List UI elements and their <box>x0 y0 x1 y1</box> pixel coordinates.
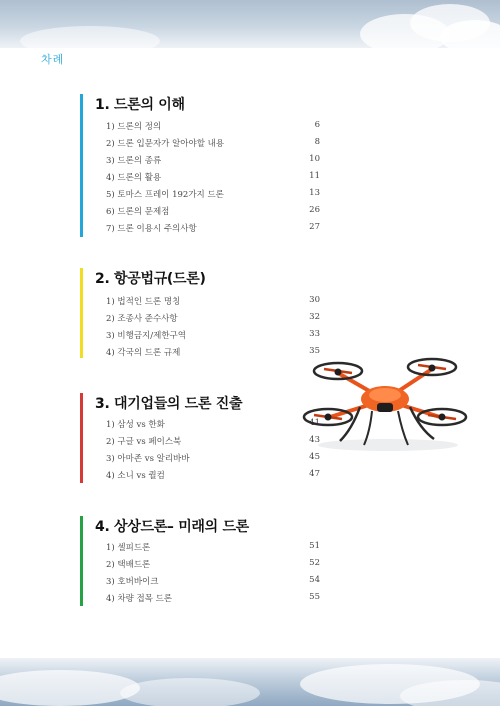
entry-label: 6) 드론의 문제점 <box>106 207 170 217</box>
entry-page: 11 <box>309 171 320 181</box>
entry-page: 32 <box>309 312 320 322</box>
entry-label: 2) 택배드론 <box>106 560 151 570</box>
entry-page: 52 <box>309 558 320 568</box>
entry-page: 41 <box>309 418 320 428</box>
entry-label: 4) 드론의 활용 <box>106 173 162 183</box>
toc-entry[interactable] <box>106 452 320 468</box>
entry-label: 4) 각국의 드론 규제 <box>106 348 181 358</box>
section-title[interactable]: 1. 드론의 이해 <box>95 97 185 113</box>
entry-label: 2) 조종사 준수사항 <box>106 314 178 324</box>
entry-page: 47 <box>309 469 320 479</box>
section-title[interactable]: 2. 항공법규(드론) <box>95 271 206 287</box>
entry-label: 3) 호버바이크 <box>106 577 159 587</box>
sky-footer-banner <box>0 658 500 706</box>
entry-page: 27 <box>309 222 320 232</box>
entry-page: 13 <box>309 188 320 198</box>
entry-page: 55 <box>309 592 320 602</box>
entry-page: 43 <box>309 435 320 445</box>
entry-page: 35 <box>309 346 320 356</box>
toc-entry[interactable] <box>106 312 320 328</box>
section-title[interactable]: 4. 상상드론– 미래의 드론 <box>95 519 249 535</box>
toc-entry[interactable] <box>106 541 320 557</box>
entry-label: 3) 아마존 vs 알리바바 <box>106 454 190 464</box>
toc-entry[interactable] <box>106 295 320 311</box>
toc-entry[interactable] <box>106 205 320 221</box>
section-title[interactable]: 3. 대기업들의 드론 진출 <box>95 396 243 412</box>
section-color-bar <box>80 516 83 606</box>
entry-label: 1) 드론의 정의 <box>106 122 162 132</box>
sky-header-banner <box>0 0 500 48</box>
entry-label: 1) 법적인 드론 명칭 <box>106 297 181 307</box>
section-color-bar <box>80 94 83 237</box>
section-color-bar <box>80 268 83 358</box>
toc-heading: 차례 <box>41 53 65 66</box>
toc-entry[interactable] <box>106 120 320 136</box>
entry-page: 33 <box>309 329 320 339</box>
toc-entry[interactable] <box>106 575 320 591</box>
entry-page: 45 <box>309 452 320 462</box>
toc-entry[interactable] <box>106 222 320 238</box>
toc-section-2 <box>80 268 320 358</box>
entry-label: 7) 드론 이용시 주의사항 <box>106 224 197 234</box>
entry-page: 54 <box>309 575 320 585</box>
entry-page: 6 <box>314 120 320 130</box>
entry-label: 1) 삼성 vs 한화 <box>106 420 165 430</box>
entry-page: 10 <box>309 154 320 164</box>
entry-label: 5) 토마스 프레이 192가지 드론 <box>106 190 224 200</box>
entry-page: 26 <box>309 205 320 215</box>
section-color-bar <box>80 393 83 483</box>
toc-entry[interactable] <box>106 188 320 204</box>
toc-entry[interactable] <box>106 435 320 451</box>
toc-section-1 <box>80 94 320 237</box>
entry-label: 4) 소니 vs 퀄컴 <box>106 471 165 481</box>
toc-entry[interactable] <box>106 346 320 362</box>
entry-page: 8 <box>314 137 320 147</box>
entry-label: 2) 구글 vs 페이스북 <box>106 437 182 447</box>
toc-entry[interactable] <box>106 418 320 434</box>
entry-label: 3) 드론의 종류 <box>106 156 162 166</box>
toc-entry[interactable] <box>106 558 320 574</box>
toc-section-3 <box>80 393 320 483</box>
quadcopter-drone-image <box>300 345 470 455</box>
toc-entry[interactable] <box>106 154 320 170</box>
toc-entry[interactable] <box>106 171 320 187</box>
entry-page: 30 <box>309 295 320 305</box>
toc-entry[interactable] <box>106 329 320 345</box>
entry-label: 4) 차량 접목 드론 <box>106 594 173 604</box>
entry-page: 51 <box>309 541 320 551</box>
toc-section-4 <box>80 516 320 606</box>
entry-label: 1) 셀피드론 <box>106 543 151 553</box>
entry-label: 3) 비행금지/제한구역 <box>106 331 186 341</box>
toc-entry[interactable] <box>106 137 320 153</box>
entry-label: 2) 드론 입문자가 알아야할 내용 <box>106 139 225 149</box>
toc-entry[interactable] <box>106 469 320 485</box>
toc-entry[interactable] <box>106 592 320 608</box>
